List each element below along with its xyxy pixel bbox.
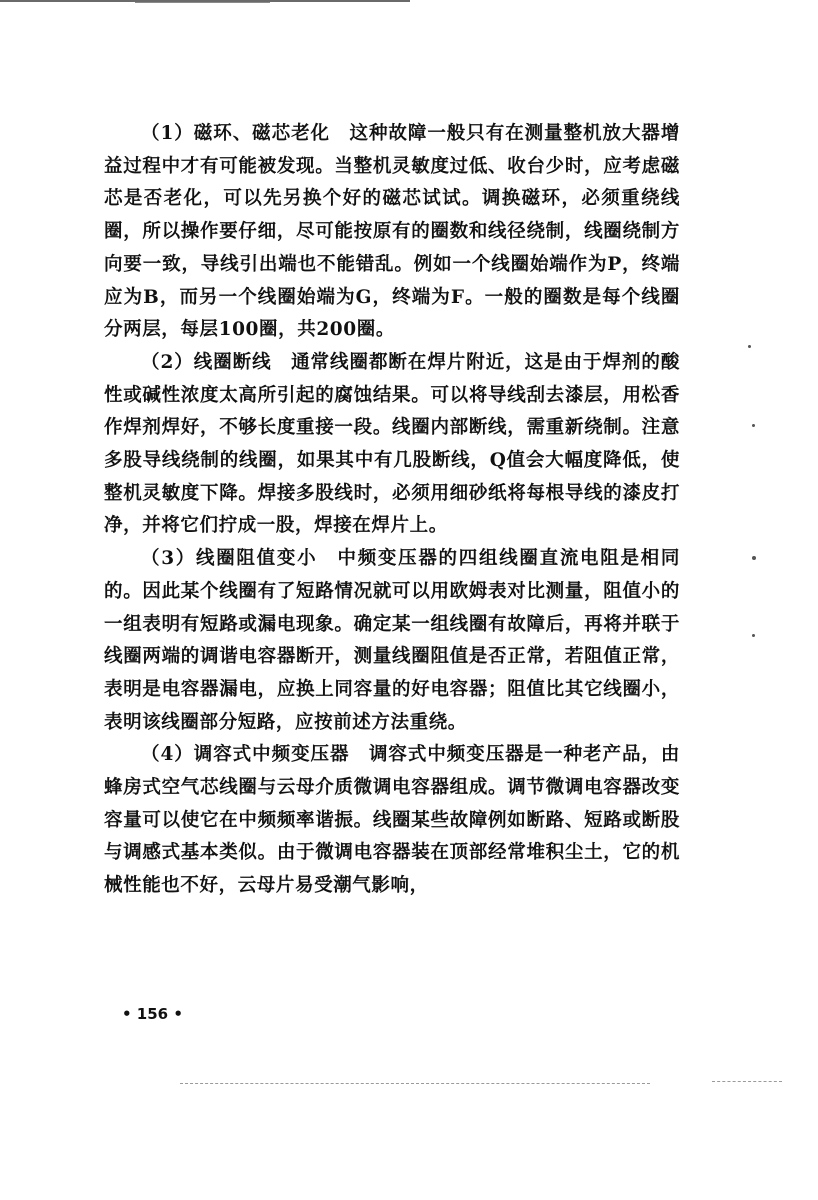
- paragraph-2-body: 通常线圈都断在焊片附近，这是由于焊剂的酸性或碱性浓度太高所引起的腐蚀结果。可以将导线刮去漆层，用松香作焊剂焊好，不够长度重接一段。线圈内部断线，需重新绕制。注意多股导线绕制的线圈，如果其中有几股断线，Q值会大幅度降低，使整机灵敏度下降。焊接多股线时，必须用细砂纸将每根导线的漆皮打净，并将它们拧成一股，焊接在焊片上。: [104, 351, 680, 537]
- bottom-scan-rule-right: [712, 1081, 782, 1082]
- paragraph-4: [104, 739, 680, 903]
- paragraph-1-heading: （1）磁环、磁芯老化: [141, 123, 331, 144]
- paragraph-1: [104, 118, 680, 347]
- scan-speck: [748, 345, 751, 348]
- paragraph-4-body: 调容式中频变压器是一种老产品，由蜂房式空气芯线圈与云母介质微调电容器组成。调节微调电容器改变容量可以使它在中频频率谐振。线圈某些故障例如断路、短路或断股与调感式基本类似。由于微调电容器装在顶部经常堆积尘土，它的机械性能也不好，云母片易受潮气影响，: [104, 744, 680, 897]
- page-body: [104, 118, 680, 903]
- page-number: • 156 •: [122, 1005, 183, 1023]
- scan-speck: [752, 556, 756, 560]
- scan-speck: [752, 424, 755, 427]
- bottom-scan-rule: [180, 1083, 650, 1084]
- paragraph-2: [104, 347, 680, 543]
- scan-speck: [752, 634, 755, 637]
- paragraph-1-body: 这种故障一般只有在测量整机放大器增益过程中才有可能被发现。当整机灵敏度过低、收台少时，应考虑磁芯是否老化，可以先另换个好的磁芯试试。调换磁环，必须重绕线圈，所以操作要仔细，尽可能按原有的圈数和线径绕制，线圈绕制方向要一致，导线引出端也不能错乱。例如一个线圈始端作为P，终端应为B，而另一个线圈始端为G，终端为F。一般的圈数是每个线圈分两层，每层100圈，共200圈。: [104, 123, 681, 341]
- paragraph-3-heading: （3）线圈阻值变小: [141, 548, 318, 570]
- top-scan-rule-secondary: [135, 2, 270, 3]
- paragraph-3: [104, 543, 680, 739]
- paragraph-2-heading: （2）线圈断线: [141, 351, 272, 373]
- paragraph-4-heading: （4）调容式中频变压器: [141, 744, 350, 766]
- paragraph-3-body: 中频变压器的四组线圈直流电阻是相同的。因此某个线圈有了短路情况就可以用欧姆表对比测量，阻值小的一组表明有短路或漏电现象。确定某一组线圈有故障后，再将并联于线圈两端的调谐电容器断开，测量线圈阻值是否正常，若阻值正常，表明是电容器漏电，应换上同容量的好电容器；阻值比其它线圈小，表明该线圈部分短路，应按前述方法重绕。: [104, 548, 680, 733]
